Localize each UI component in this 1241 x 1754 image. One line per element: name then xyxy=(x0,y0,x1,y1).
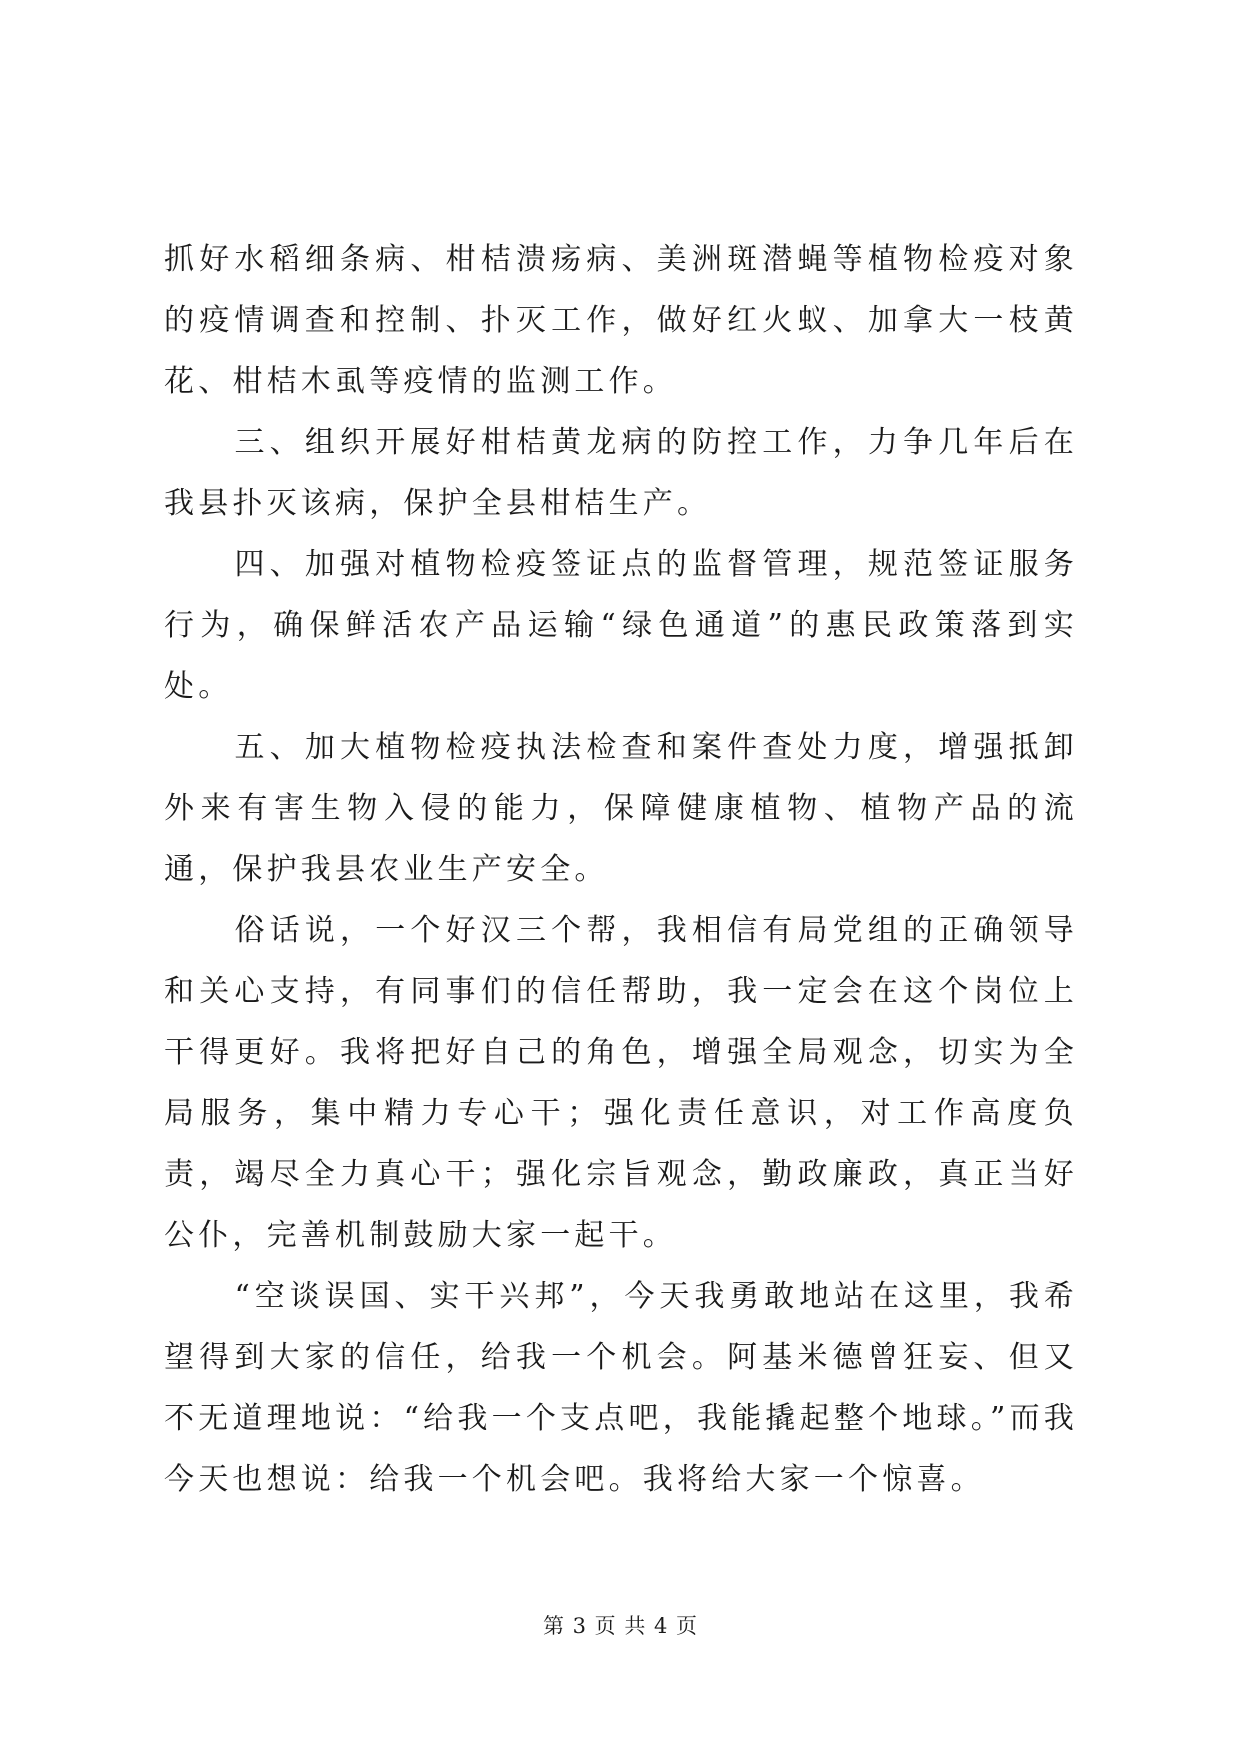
body-text xyxy=(164,229,1078,1510)
paragraph-2: 三、组织开展好柑桔黄龙病的防控工作，力争几年后在我县扑灭该病，保护全县柑桔生产。 xyxy=(164,425,1078,521)
paragraph-4: 五、加大植物检疫执法检查和案件查处力度，增强抵卸外来有害生物入侵的能力，保障健康植物、植物产品的流通，保护我县农业生产安全。 xyxy=(164,730,1078,887)
paragraph-3: 四、加强对植物检疫签证点的监督管理，规范签证服务行为，确保鲜活农产品运输“绿色通道”的惠民政策落到实处。 xyxy=(164,547,1078,704)
page-number: 第 3 页 共 4 页 xyxy=(542,1614,699,1638)
paragraph-6: “空谈误国、实干兴邦”，今天我勇敢地站在这里，我希望得到大家的信任，给我一个机会。阿基米德曾狂妄、但又不无道理地说：“给我一个支点吧，我能撬起整个地球。”而我今天也想说：给我一个机会吧。我将给大家一个惊喜。 xyxy=(164,1279,1078,1497)
paragraph-5: 俗话说，一个好汉三个帮，我相信有局党组的正确领导和关心支持，有同事们的信任帮助，我一定会在这个岗位上干得更好。我将把好自己的角色，增强全局观念，切实为全局服务，集中精力专心干；强化责任意识，对工作高度负责，竭尽全力真心干；强化宗旨观念，勤政廉政，真正当好公仆，完善机制鼓励大家一起干。 xyxy=(164,913,1078,1253)
paragraph-1: 抓好水稻细条病、柑桔溃疡病、美洲斑潜蝇等植物检疫对象的疫情调查和控制、扑灭工作，做好红火蚁、加拿大一枝黄花、柑桔木虱等疫情的监测工作。 xyxy=(164,242,1078,399)
page-footer xyxy=(0,1612,1241,1640)
